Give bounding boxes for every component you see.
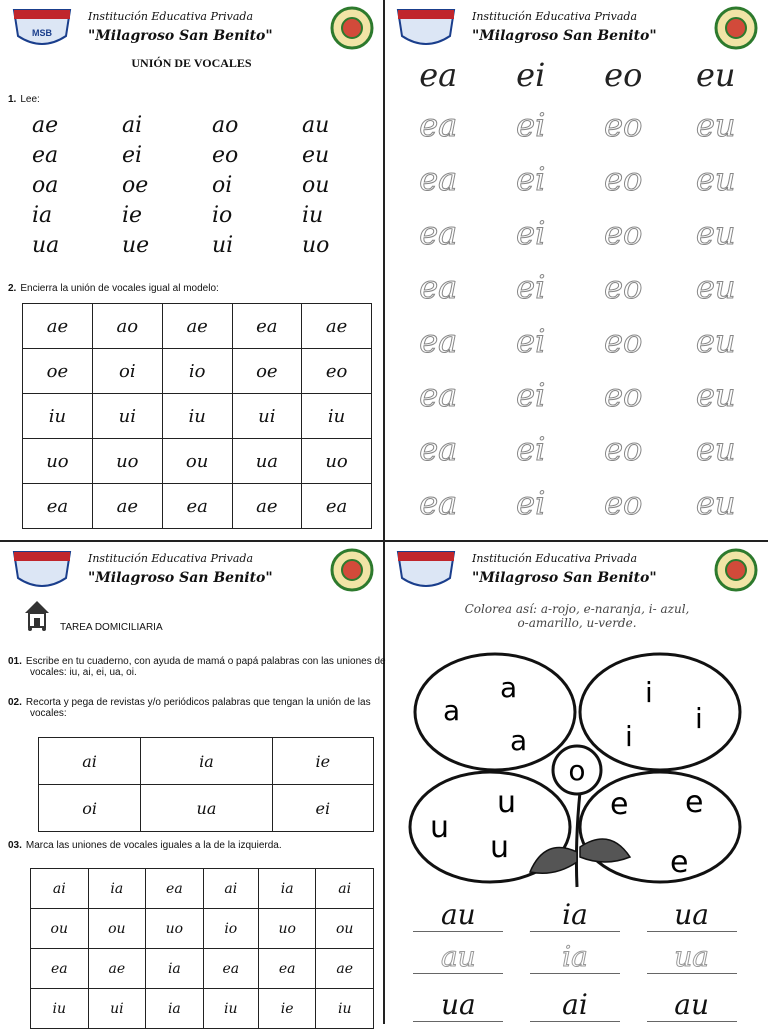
trace-word[interactable]: ea [419, 160, 458, 198]
petal-letter: a [510, 724, 528, 757]
model-row [400, 988, 750, 1022]
school-crest-icon [12, 548, 72, 592]
trace-word[interactable]: eu [695, 214, 736, 252]
vowel-pair: ia [32, 202, 53, 228]
table-cell[interactable]: ae [88, 949, 146, 989]
table-cell[interactable]: oi [92, 349, 162, 394]
question-text: Lee: [20, 94, 40, 105]
trace-word[interactable]: eo [604, 376, 643, 414]
trace-model-row [392, 56, 762, 94]
trace-word[interactable]: ea [419, 214, 458, 252]
trace-row [392, 322, 762, 360]
table-cell[interactable]: ae [92, 484, 162, 529]
trace-word[interactable]: eu [695, 430, 736, 468]
table-cell[interactable]: iu [302, 394, 372, 439]
petal-letter: e [610, 787, 629, 822]
vowel-pair: ie [122, 202, 143, 228]
table-cell[interactable]: iu [316, 989, 374, 1029]
petal-letter: i [645, 676, 653, 709]
petal-a[interactable] [415, 654, 575, 770]
homework-house-icon [22, 598, 52, 632]
petal-letter: o [568, 754, 586, 787]
question-03 [8, 840, 282, 851]
petal-letter: u [497, 785, 517, 820]
vowel-pair: eo [212, 142, 239, 168]
table-cell[interactable]: oe [232, 349, 302, 394]
question-01 [8, 656, 386, 678]
school-header [396, 6, 758, 52]
question-number: 1. [8, 94, 17, 105]
table-cell: ai [31, 869, 89, 909]
table-cell: oe [23, 349, 93, 394]
school-name-line2: "Milagroso San Benito" [88, 570, 273, 586]
trace-word[interactable]: ua [647, 940, 737, 974]
table-cell[interactable]: ai [39, 738, 141, 785]
trace-word[interactable]: au [413, 940, 503, 974]
petal-i[interactable] [580, 654, 740, 770]
table-cell[interactable]: ea [162, 484, 232, 529]
question-02 [8, 697, 371, 719]
table-cell: ae [23, 304, 93, 349]
school-crest-icon [396, 548, 456, 592]
trace-word[interactable]: ei [516, 160, 546, 198]
petal-letter: u [490, 830, 510, 865]
trace-word[interactable]: eo [604, 106, 643, 144]
trace-row [392, 268, 762, 306]
trace-word[interactable]: eu [695, 106, 736, 144]
model-word: au [413, 898, 503, 932]
question-number: 2. [8, 283, 17, 294]
vowel-pair: oi [212, 172, 233, 198]
coloring-instruction-line1: Colorea así: a-rojo, e-naranja, i- azul, [464, 602, 690, 616]
table-cell[interactable]: ea [146, 869, 204, 909]
table-cell[interactable]: ia [146, 949, 204, 989]
vowel-pair: ui [212, 232, 234, 258]
school-name-line1: Institución Educativa Privada [88, 552, 254, 565]
homework-title: TAREA DOMICILIARIA [60, 622, 163, 633]
table-cell[interactable]: ou [162, 439, 232, 484]
table-cell[interactable]: ou [316, 909, 374, 949]
school-header [12, 548, 374, 594]
vowel-pair: uo [302, 232, 330, 258]
petal-e[interactable] [580, 772, 740, 882]
table-cell[interactable]: io [162, 349, 232, 394]
school-name-line1: Institución Educativa Privada [472, 552, 638, 565]
table-cell[interactable]: ia [88, 869, 146, 909]
trace-word[interactable]: ea [419, 268, 458, 306]
table-cell[interactable]: iu [162, 394, 232, 439]
table-cell[interactable]: ie [258, 989, 316, 1029]
question-text-line2: vocales: iu, ai, ei, ua, oi. [30, 667, 137, 678]
table-cell: ou [31, 909, 89, 949]
table-cell[interactable]: uo [258, 909, 316, 949]
school-crest-icon [12, 6, 72, 50]
vowel-pair: au [302, 112, 330, 138]
model-word: ia [530, 898, 620, 932]
school-name-line2: "Milagroso San Benito" [88, 28, 273, 44]
table-cell[interactable]: ae [162, 304, 232, 349]
school-logo-icon [330, 548, 374, 592]
trace-word[interactable]: eu [695, 268, 736, 306]
trace-word[interactable]: ea [419, 106, 458, 144]
question-text: Marca las uniones de vocales iguales a la de la izquierda. [25, 840, 282, 851]
vowel-flower-drawing[interactable] [405, 642, 750, 892]
question-number: 01. [8, 656, 22, 667]
table-cell[interactable]: ai [316, 869, 374, 909]
coloring-instruction-line2: o-amarillo, u-verde. [517, 616, 637, 630]
table-cell[interactable]: ae [302, 304, 372, 349]
trace-word[interactable]: ia [530, 940, 620, 974]
trace-word[interactable]: ea [419, 484, 458, 522]
model-row [400, 898, 750, 932]
table-cell: ea [23, 484, 93, 529]
model-word: ai [530, 988, 620, 1022]
trace-model-word: ea [419, 56, 458, 94]
vowel-pair: ou [302, 172, 330, 198]
trace-row [392, 376, 762, 414]
school-name-line2: "Milagroso San Benito" [472, 28, 657, 44]
table-cell: iu [23, 394, 93, 439]
match-model-table [22, 303, 372, 529]
trace-word[interactable]: ei [516, 430, 546, 468]
vowel-pair: ua [32, 232, 60, 258]
school-logo-icon [714, 548, 758, 592]
petal-letter: e [685, 785, 704, 820]
model-word: ua [647, 898, 737, 932]
trace-row [392, 214, 762, 252]
flower-stem [576, 792, 580, 887]
trace-word[interactable]: ei [516, 106, 546, 144]
coloring-instructions [392, 602, 762, 630]
trace-word[interactable]: eu [695, 322, 736, 360]
table-cell[interactable]: ui [232, 394, 302, 439]
table-cell[interactable]: ui [92, 394, 162, 439]
trace-word[interactable]: eo [604, 268, 643, 306]
petal-letter: u [430, 810, 450, 845]
vowel-pair: iu [302, 202, 324, 228]
school-logo-icon [330, 6, 374, 50]
trace-row [392, 160, 762, 198]
question-1 [8, 94, 40, 105]
table-cell[interactable]: ea [302, 484, 372, 529]
table-cell[interactable]: ua [141, 785, 273, 832]
table-cell[interactable]: ea [203, 949, 258, 989]
vowel-pair: ae [32, 112, 59, 138]
table-cell[interactable]: oi [39, 785, 141, 832]
vowel-pair: ea [32, 142, 59, 168]
table-cell[interactable]: eo [302, 349, 372, 394]
question-text: Encierra la unión de vocales igual al modelo: [20, 283, 219, 294]
trace-model-word: ei [516, 56, 546, 94]
school-logo-icon [714, 6, 758, 50]
table-cell[interactable]: ui [88, 989, 146, 1029]
table-cell[interactable]: ea [258, 949, 316, 989]
trace-row [392, 106, 762, 144]
table-cell[interactable]: ao [92, 304, 162, 349]
trace-word[interactable]: ei [516, 484, 546, 522]
question-number: 02. [8, 697, 22, 708]
table-cell: uo [23, 439, 93, 484]
school-name-line2: "Milagroso San Benito" [472, 570, 657, 586]
table-cell[interactable]: ia [258, 869, 316, 909]
table-cell[interactable]: uo [302, 439, 372, 484]
vowel-pair: eu [302, 142, 330, 168]
table-cell[interactable]: ei [272, 785, 373, 832]
vowel-pair: oa [32, 172, 59, 198]
trace-word[interactable]: ea [419, 376, 458, 414]
page-divider-vertical [383, 0, 385, 1024]
table-cell[interactable]: ae [316, 949, 374, 989]
vowel-pair: oe [122, 172, 149, 198]
school-header [12, 6, 374, 52]
table-cell: iu [31, 989, 89, 1029]
trace-word[interactable]: eo [604, 214, 643, 252]
trace-word[interactable]: eo [604, 484, 643, 522]
trace-word[interactable]: eo [604, 322, 643, 360]
vowel-pair: ai [122, 112, 143, 138]
table-cell[interactable]: iu [203, 989, 258, 1029]
table-cell[interactable]: io [203, 909, 258, 949]
trace-word[interactable]: eo [604, 430, 643, 468]
trace-word[interactable]: ei [516, 322, 546, 360]
question-2 [8, 283, 219, 294]
table-cell[interactable]: uo [146, 909, 204, 949]
model-word: au [647, 988, 737, 1022]
table-cell[interactable]: ie [272, 738, 373, 785]
vowel-pair: io [212, 202, 233, 228]
petal-letter: i [695, 702, 703, 735]
petal-letter: a [500, 671, 518, 704]
question-number: 03. [8, 840, 22, 851]
trace-row [392, 484, 762, 522]
question-text: Escribe en tu cuaderno, con ayuda de mamá o papá palabras con las uniones de [25, 656, 386, 667]
trace-word[interactable]: ei [516, 268, 546, 306]
question-text: Recorta y pega de revistas y/o periódicos palabras que tengan la unión de las [25, 697, 371, 708]
school-name-line1: Institución Educativa Privada [88, 10, 254, 23]
trace-word[interactable]: ea [419, 430, 458, 468]
school-crest-icon [396, 6, 456, 50]
vowel-reading-grid [18, 110, 378, 260]
trace-word[interactable]: eu [695, 376, 736, 414]
petal-letter: a [443, 694, 461, 727]
table-cell[interactable]: uo [92, 439, 162, 484]
trace-word[interactable]: ei [516, 214, 546, 252]
trace-model-word: eo [604, 56, 643, 94]
vowel-pair: ao [212, 112, 239, 138]
trace-word[interactable]: eu [695, 160, 736, 198]
vowel-word-table [38, 737, 374, 832]
page-divider-horizontal [0, 540, 768, 542]
table-cell[interactable]: ia [146, 989, 204, 1029]
question-text-line2: vocales: [30, 708, 67, 719]
vowel-pair: ei [122, 142, 143, 168]
mark-equal-table [30, 868, 374, 1029]
trace-word[interactable]: eo [604, 160, 643, 198]
table-cell[interactable]: ae [232, 484, 302, 529]
trace-word[interactable]: ei [516, 376, 546, 414]
trace-word[interactable]: ea [419, 322, 458, 360]
trace-row [400, 940, 750, 974]
trace-word[interactable]: eu [695, 484, 736, 522]
table-cell[interactable]: ou [88, 909, 146, 949]
trace-model-word: eu [695, 56, 736, 94]
petal-letter: e [670, 845, 689, 880]
petal-letter: i [625, 720, 633, 753]
table-cell[interactable]: ia [141, 738, 273, 785]
svg-text:MSB: MSB [32, 28, 52, 38]
table-cell[interactable]: ua [232, 439, 302, 484]
school-name-line1: Institución Educativa Privada [472, 10, 638, 23]
worksheet-title: UNIÓN DE VOCALES [131, 56, 252, 70]
school-header [396, 548, 758, 594]
table-cell[interactable]: ea [232, 304, 302, 349]
model-word: ua [413, 988, 503, 1022]
table-cell[interactable]: ai [203, 869, 258, 909]
table-cell: ea [31, 949, 89, 989]
trace-row [392, 430, 762, 468]
vowel-pair: ue [122, 232, 150, 258]
